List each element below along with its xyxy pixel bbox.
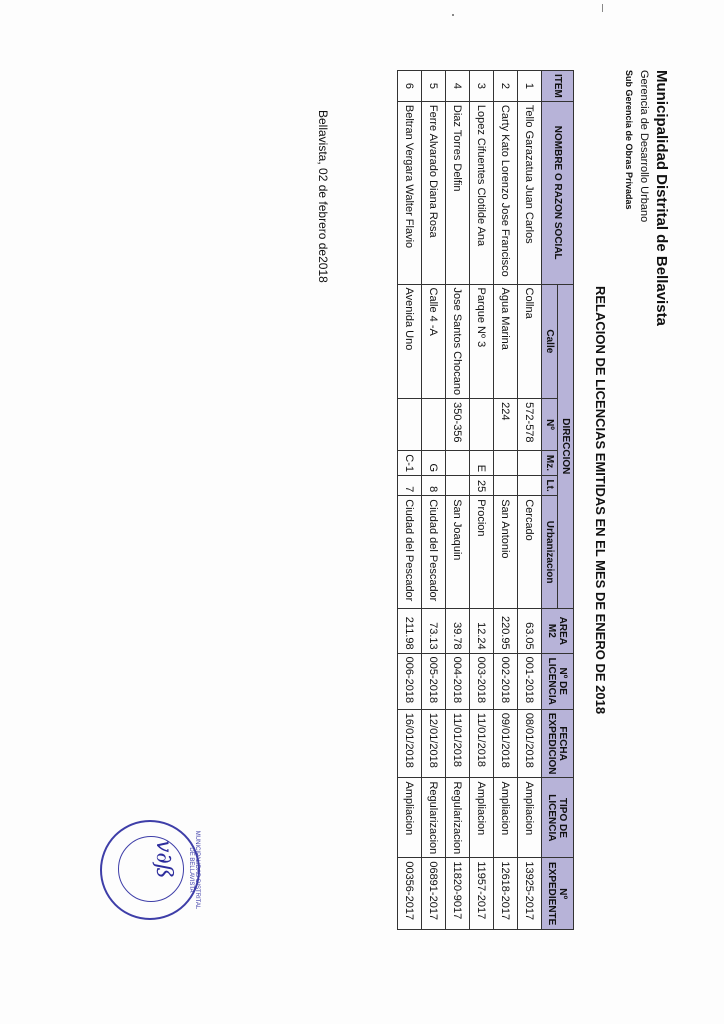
cell-numero	[398, 399, 422, 451]
cell-urbanizacion: San Joaquin	[446, 496, 470, 609]
document-title: RELACION DE LICENCIAS EMITIDAS EN EL MES DE ENERO DE 2018	[593, 285, 608, 715]
cell-urbanizacion: Ciudad del Pescador	[398, 496, 422, 609]
cell-licencia: 003-2018	[470, 653, 494, 709]
col-item: ITEM	[542, 71, 574, 102]
scan-speck	[452, 14, 454, 16]
cell-licencia: 006-2018	[398, 653, 422, 709]
handwritten-signature: v∂ß	[151, 840, 176, 879]
cell-fecha: 09/01/2018	[494, 709, 518, 778]
cell-item: 3	[470, 71, 494, 102]
cell-fecha: 11/01/2018	[446, 709, 470, 778]
cell-expediente: 00356-2017	[398, 858, 422, 930]
cell-tipo: Ampliacion	[494, 778, 518, 858]
cell-tipo: Ampliacion	[518, 778, 542, 858]
cell-numero: 572-578	[518, 399, 542, 451]
cell-calle: Calle 4 -A	[422, 284, 446, 399]
cell-name: Beltran Vergara Walter Flavio	[398, 101, 422, 284]
cell-item: 5	[422, 71, 446, 102]
cell-manzana: G	[422, 450, 446, 475]
col-tipo: TIPO DE LICENCIA	[542, 778, 574, 858]
cell-urbanizacion: Ciudad del Pescador	[422, 496, 446, 609]
cell-lote	[494, 476, 518, 496]
cell-expediente: 11820-9017	[446, 858, 470, 930]
col-manzana: Mz.	[542, 450, 558, 475]
cell-manzana	[518, 450, 542, 475]
cell-calle: Parque Nº 3	[470, 284, 494, 399]
col-urbanizacion: Urbanizacion	[542, 496, 558, 609]
cell-lote	[446, 476, 470, 496]
table-row	[470, 71, 494, 930]
rotated-page	[30, 70, 670, 930]
cell-manzana: E	[470, 450, 494, 475]
cell-manzana: C-1	[398, 450, 422, 475]
cell-calle: Agua Marina	[494, 284, 518, 399]
cell-lote: 8	[422, 476, 446, 496]
col-fecha: FECHA EXPEDICION	[542, 709, 574, 778]
col-direccion: DIRECCION	[558, 284, 574, 609]
cell-area: 12.24	[470, 609, 494, 654]
municipal-seal-stamp	[100, 820, 200, 920]
cell-item: 2	[494, 71, 518, 102]
cell-urbanizacion: Procion	[470, 496, 494, 609]
cell-name: Lopez Cifuentes Clotilde Ana	[470, 101, 494, 284]
table-row	[446, 71, 470, 930]
cell-name: Tello Garazatua Juan Carlos	[518, 101, 542, 284]
col-name: NOMBRE O RAZON SOCIAL	[542, 101, 574, 284]
cell-lote: 25	[470, 476, 494, 496]
cell-expediente: 12618-2017	[494, 858, 518, 930]
sub-department-name: Sub Gerencia de Obras Privadas	[624, 70, 634, 210]
cell-tipo: Regularizacion	[422, 778, 446, 858]
cell-numero	[422, 399, 446, 451]
cell-numero	[470, 399, 494, 451]
cell-numero: 350-356	[446, 399, 470, 451]
table-row	[494, 71, 518, 930]
seal-text: MUNICIPALIDAD DISTRITAL DE BELLAVISTA	[188, 830, 200, 910]
cell-expediente: 11957-2017	[470, 858, 494, 930]
municipality-name: Municipalidad Distrital de Bellavista	[653, 70, 670, 326]
cell-tipo: Regularizacion	[446, 778, 470, 858]
scan-speck	[602, 4, 603, 12]
col-lote: Lt.	[542, 476, 558, 496]
cell-urbanizacion: Cercado	[518, 496, 542, 609]
cell-area: 63.05	[518, 609, 542, 654]
cell-fecha: 11/01/2018	[470, 709, 494, 778]
cell-lote: 7	[398, 476, 422, 496]
cell-calle: Collna	[518, 284, 542, 399]
cell-area: 39.78	[446, 609, 470, 654]
col-calle: Calle	[542, 284, 558, 399]
cell-fecha: 16/01/2018	[398, 709, 422, 778]
table-row	[422, 71, 446, 930]
cell-tipo: Ampliacion	[398, 778, 422, 858]
col-area: AREA M2	[542, 609, 574, 654]
place-date: Bellavista, 02 de febrero de2018	[316, 110, 330, 283]
cell-numero: 224	[494, 399, 518, 451]
department-name: Gerencia de Desarrollo Urbano	[638, 70, 650, 223]
cell-calle: Avenida Uno	[398, 284, 422, 399]
cell-manzana	[494, 450, 518, 475]
cell-fecha: 08/01/2018	[518, 709, 542, 778]
cell-name: Diaz Torres Delfin	[446, 101, 470, 284]
table-row	[518, 71, 542, 930]
cell-expediente: 06891-2017	[422, 858, 446, 930]
cell-area: 73.13	[422, 609, 446, 654]
cell-lote	[518, 476, 542, 496]
cell-licencia: 005-2018	[422, 653, 446, 709]
cell-licencia: 002-2018	[494, 653, 518, 709]
cell-urbanizacion: San Antonio	[494, 496, 518, 609]
cell-item: 4	[446, 71, 470, 102]
cell-name: Carty Kato Lorenzo Jose Francisco	[494, 101, 518, 284]
cell-item: 1	[518, 71, 542, 102]
header-row	[558, 71, 574, 930]
cell-calle: Jose Santos Chocano	[446, 284, 470, 399]
col-expediente: Nº EXPEDIENTE	[542, 858, 574, 930]
cell-area: 211.98	[398, 609, 422, 654]
table-row	[398, 71, 422, 930]
col-numero: Nº	[542, 399, 558, 451]
cell-manzana	[446, 450, 470, 475]
cell-name: Ferre Alvarado Diana Rosa	[422, 101, 446, 284]
cell-fecha: 12/01/2018	[422, 709, 446, 778]
cell-licencia: 004-2018	[446, 653, 470, 709]
cell-expediente: 13925-2017	[518, 858, 542, 930]
cell-tipo: Ampliacion	[470, 778, 494, 858]
col-licencia: Nº DE LICENCIA	[542, 653, 574, 709]
cell-item: 6	[398, 71, 422, 102]
licenses-table	[397, 70, 574, 930]
cell-licencia: 001-2018	[518, 653, 542, 709]
cell-area: 220.95	[494, 609, 518, 654]
